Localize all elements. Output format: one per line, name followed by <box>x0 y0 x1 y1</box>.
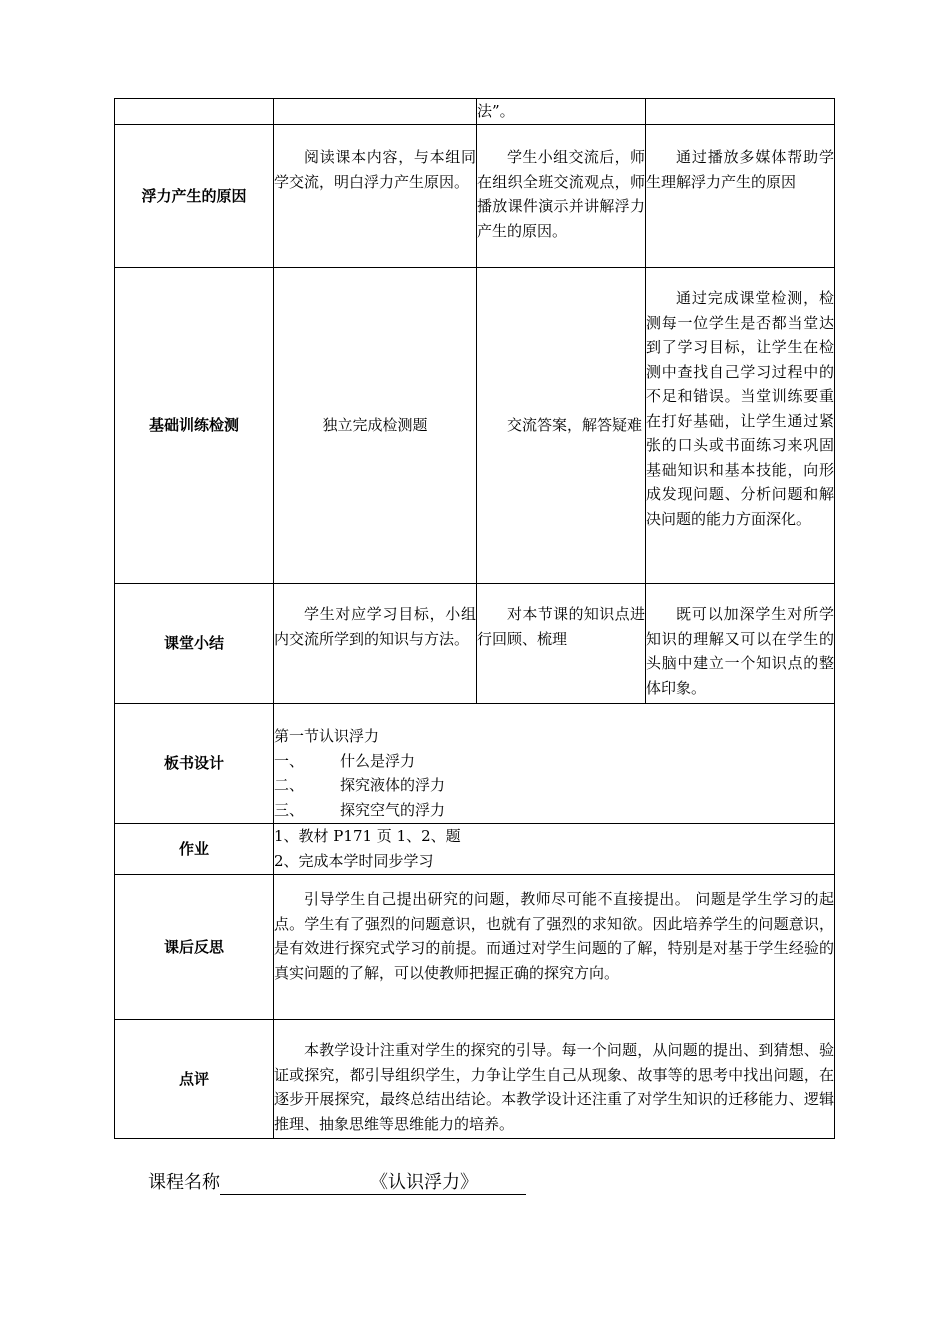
board-item-text: 探究液体的浮力 <box>340 776 446 794</box>
row-label: 课堂小结 <box>115 584 274 704</box>
board-design <box>274 704 835 824</box>
row-label: 课后反思 <box>115 875 274 1020</box>
homework-line: 2、完成本学时同步学习 <box>274 851 434 870</box>
table-row <box>115 704 835 824</box>
row-label: 板书设计 <box>115 704 274 824</box>
cell-student: 独立完成检测题 <box>274 268 477 584</box>
cell-teacher: 交流答案，解答疑难 <box>477 268 646 584</box>
row-label: 点评 <box>115 1020 274 1139</box>
cell-teacher: 对本节课的知识点进行回顾、梳理 <box>477 584 646 704</box>
table-row <box>115 99 835 125</box>
homework-line: 1、教材 P171 页 1、2、题 <box>274 827 461 845</box>
reflection-text: 引导学生自己提出研究的问题，教师尽可能不直接提出。 问题是学生学习的起点。学生有了强烈的问题意识，也就有了强烈的求知欲。因此培养学生的问题意识，是有效进行探究式学习的前提。而通过对学生问题的了解，特别是对基于学生经验的真实问题的了解，可以使教师把握正确的探究方向。 <box>274 875 835 1020</box>
row-label: 作业 <box>115 824 274 875</box>
board-item-number: 二、 <box>274 776 305 794</box>
cell-intent: 通过完成课堂检测，检测每一位学生是否都当堂达到了学习目标，让学生在检测中查找自己学习过程中的不足和错误。当堂训练要重在打好基础，让学生通过紧张的口头或书面练习来巩固基础知识和基本技能，向形成发现问题、分析问题和解决问题的能力方面深化。 <box>646 268 835 584</box>
cell-empty <box>646 99 835 125</box>
table-row <box>115 1020 835 1139</box>
board-item <box>274 749 834 774</box>
course-name <box>148 1168 526 1195</box>
board-title: 第一节认识浮力 <box>274 727 380 745</box>
table-row <box>115 824 835 875</box>
board-item-text: 什么是浮力 <box>340 751 416 770</box>
board-item <box>274 798 834 823</box>
board-item <box>274 773 834 798</box>
cell-student: 学生对应学习目标，小组内交流所学到的知识与方法。 <box>274 584 477 704</box>
table-row <box>115 875 835 1020</box>
board-item-number: 一、 <box>274 751 305 770</box>
board-item-text: 探究空气的浮力 <box>340 800 446 819</box>
row-label: 浮力产生的原因 <box>115 125 274 268</box>
cell-teacher: 学生小组交流后，师在组织全班交流观点，师播放课件演示并讲解浮力产生的原因。 <box>477 125 646 268</box>
table-row <box>115 268 835 584</box>
lesson-plan-table <box>114 98 835 1139</box>
table-row <box>115 125 835 268</box>
course-name-value: 《认识浮力》 <box>220 1168 526 1195</box>
row-label: 基础训练检测 <box>115 268 274 584</box>
cell-intent: 既可以加深学生对所学知识的理解又可以在学生的头脑中建立一个知识点的整体印象。 <box>646 584 835 704</box>
cell-teacher: 法”。 <box>477 99 646 125</box>
cell-empty <box>274 99 477 125</box>
cell-student: 阅读课本内容，与本组同学交流，明白浮力产生原因。 <box>274 125 477 268</box>
course-name-label: 课程名称 <box>148 1172 220 1193</box>
board-item-number: 三、 <box>274 800 305 819</box>
cell-empty <box>115 99 274 125</box>
table-row <box>115 584 835 704</box>
cell-intent: 通过播放多媒体帮助学生理解浮力产生的原因 <box>646 125 835 268</box>
homework <box>274 824 835 875</box>
review-text: 本教学设计注重对学生的探究的引导。每一个问题，从问题的提出、到猜想、验证或探究，都引导组织学生，力争让学生自己从现象、故事等的思考中找出问题，在逐步开展探究，最终总结出结论。本教学设计还注重了对学生知识的迁移能力、逻辑推理、抽象思维等思维能力的培养。 <box>274 1020 835 1139</box>
